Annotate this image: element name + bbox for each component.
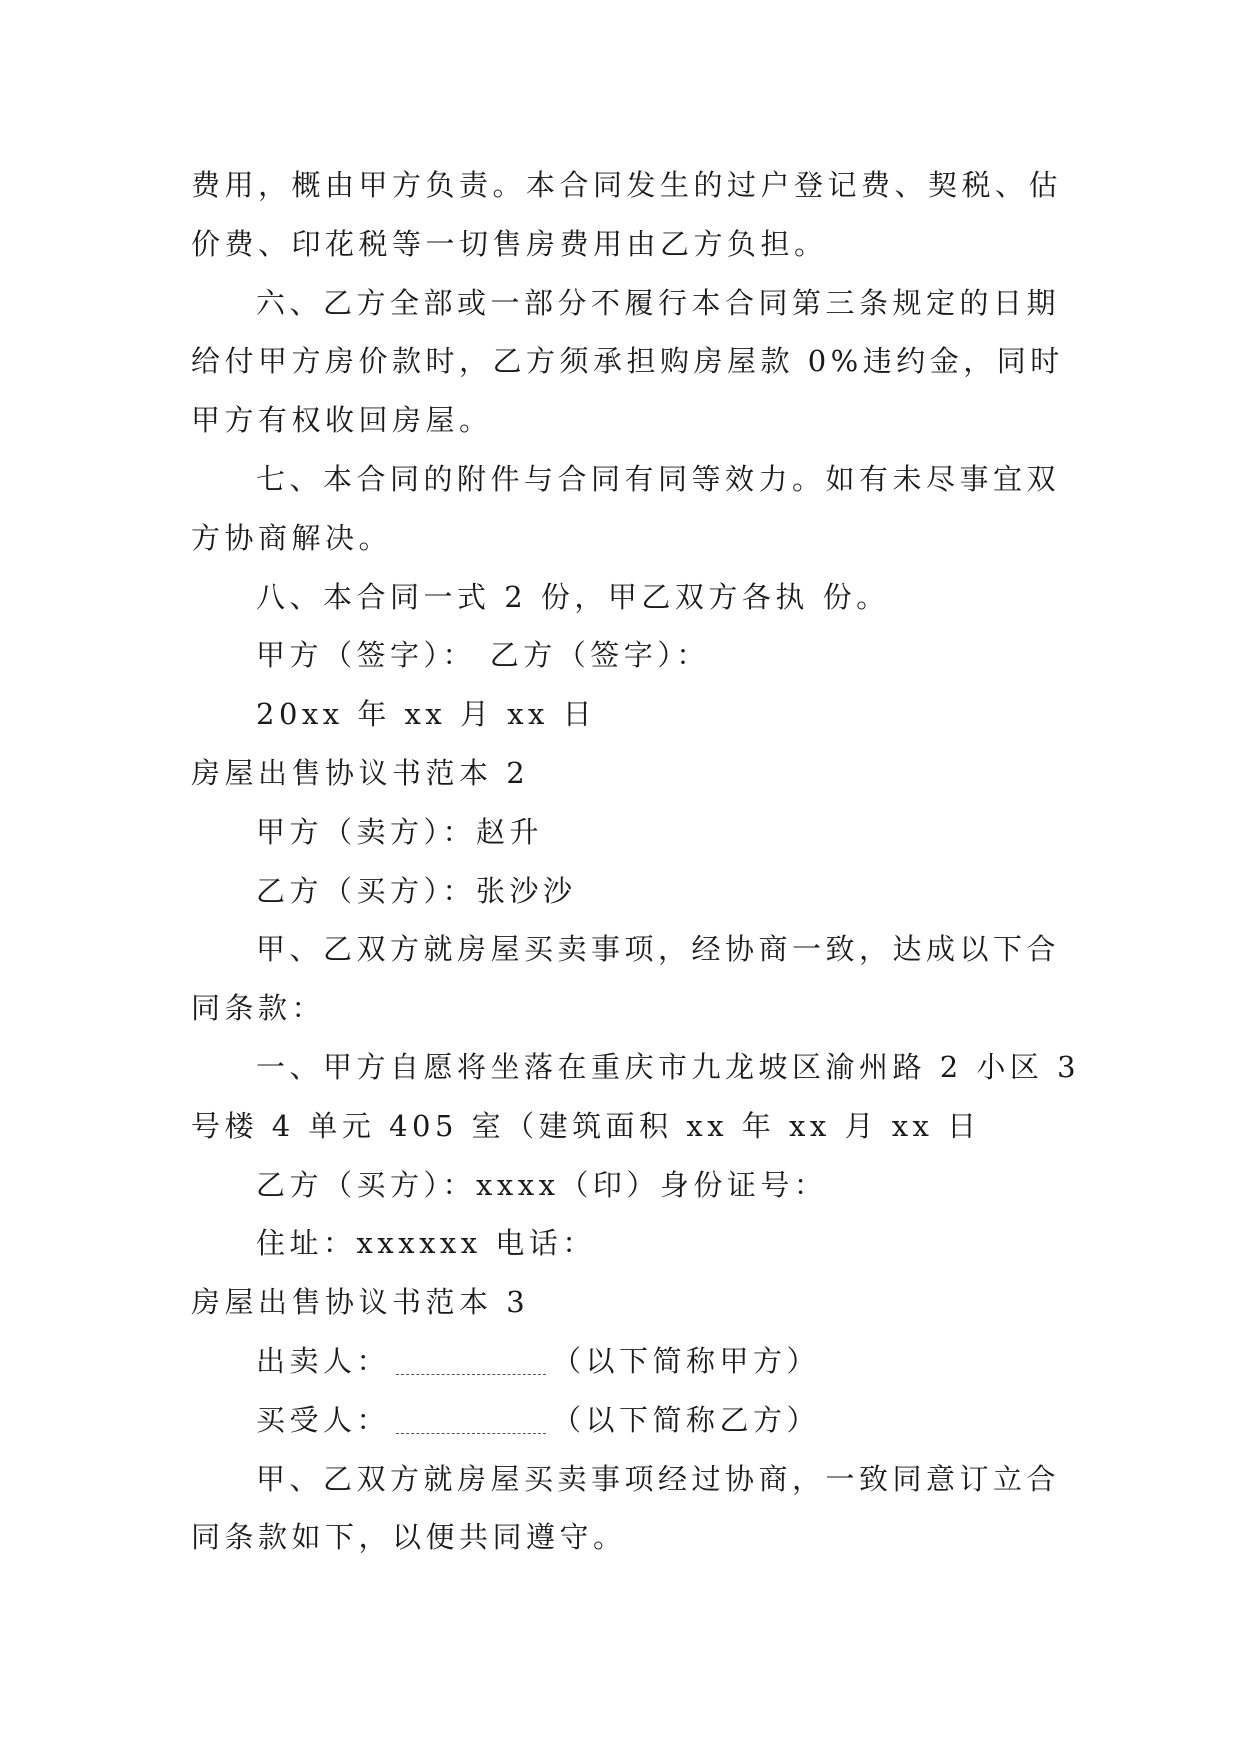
paragraph-line: 价费、印花税等一切售房费用由乙方负担。 [191,226,828,261]
seller-blank [396,1372,546,1375]
signature-line: 甲方（签字）： 乙方（签字）： [256,638,710,673]
paragraph-line: 方协商解决。 [191,520,393,555]
agreement-paragraph: 甲、乙双方就房屋买卖事项经过协商，一致同意订立合 [256,1461,1061,1496]
buyer-id-line: 乙方（买方）：xxxx（印）身份证号： [256,1167,828,1202]
buyer-line: 乙方（买方）：张沙沙 [256,873,577,908]
buyer-blank-line [191,1391,1051,1450]
clause-1: 一、甲方自愿将坐落在重庆市九龙坡区渝州路 2 小区 3 [256,1049,1081,1084]
clause-7: 七、本合同的附件与合同有同等效力。如有未尽事宜双 [256,461,1061,496]
paragraph-line: 费用，概由甲方负责。本合同发生的过户登记费、契税、估 [191,168,1063,202]
section-heading-2: 房屋出售协议书范本 2 [191,755,530,790]
paragraph-line: 甲方有权收回房屋。 [191,403,493,438]
section-heading-3: 房屋出售协议书范本 3 [191,1285,530,1320]
clause-6: 六、乙方全部或一部分不履行本合同第三条规定的日期 [256,285,1061,320]
buyer-label: 买受人： [256,1402,391,1437]
paragraph-line: 同条款如下，以便共同遵守。 [191,1520,627,1555]
seller-blank-line [191,1332,1051,1391]
address-line: 住址：xxxxxx 电话： [256,1226,596,1261]
paragraph-line: 号楼 4 单元 405 室（建筑面积 xx 年 xx 月 xx 日 [191,1108,981,1143]
seller-note: （以下简称甲方） [552,1343,821,1378]
seller-label: 出卖人： [256,1343,391,1378]
date-line: 20xx 年 xx 月 xx 日 [256,697,597,732]
clause-8: 八、本合同一式 2 份，甲乙双方各执 份。 [256,579,890,614]
document-body [191,156,1081,1567]
intro-paragraph: 甲、乙双方就房屋买卖事项，经协商一致，达成以下合 [256,932,1061,967]
buyer-note: （以下简称乙方） [552,1402,821,1437]
paragraph-line: 同条款： [191,991,326,1026]
buyer-blank [396,1431,546,1434]
paragraph-line: 给付甲方房价款时，乙方须承担购房屋款 0%违约金，同时 [191,344,1064,379]
seller-line: 甲方（卖方）：赵升 [256,814,544,849]
